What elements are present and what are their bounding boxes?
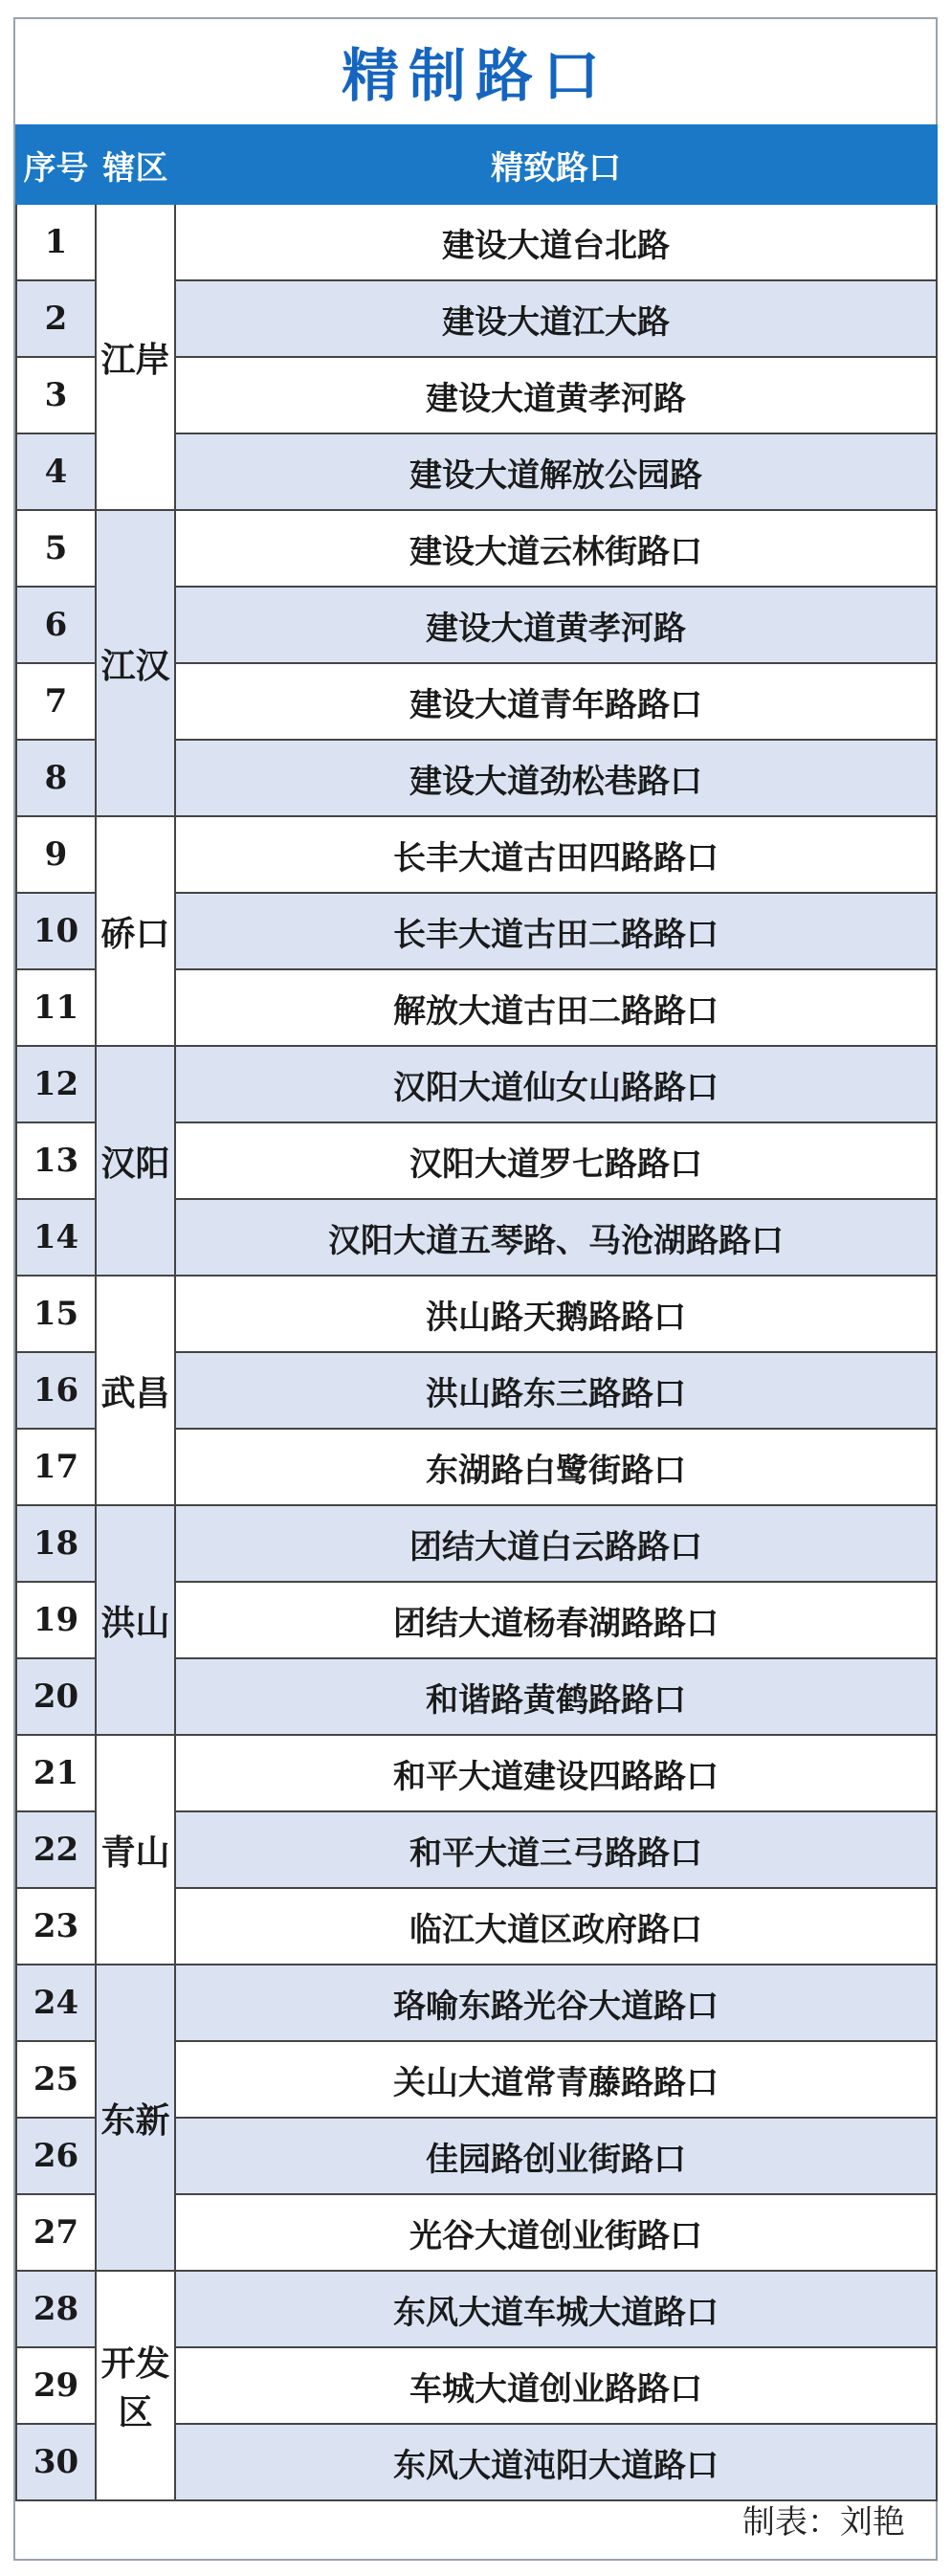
cell-seq: 25 [16, 2041, 96, 2118]
cell-road: 东风大道沌阳大道路口 [175, 2424, 937, 2500]
cell-district: 武昌 [96, 1276, 175, 1505]
cell-road: 解放大道古田二路路口 [175, 969, 937, 1046]
cell-road: 长丰大道古田二路路口 [175, 893, 937, 969]
cell-seq: 15 [16, 1276, 96, 1352]
cell-road: 汉阳大道罗七路路口 [175, 1122, 937, 1199]
cell-road: 和平大道三弓路路口 [175, 1811, 937, 1888]
cell-district: 东新 [96, 1965, 175, 2271]
cell-road: 临江大道区政府路口 [175, 1888, 937, 1965]
cell-road: 关山大道常青藤路路口 [175, 2041, 937, 2118]
cell-road: 汉阳大道五琴路、马沧湖路路口 [175, 1199, 937, 1276]
header-seq: 序号 [16, 125, 96, 204]
cell-road: 建设大道劲松巷路口 [175, 740, 937, 816]
table-header-row [16, 125, 937, 204]
cell-road: 建设大道黄孝河路 [175, 587, 937, 663]
cell-road: 建设大道解放公园路 [175, 433, 937, 510]
cell-district: 江汉 [96, 510, 175, 816]
page-title: 精制路口 [342, 43, 609, 110]
cell-seq: 27 [16, 2194, 96, 2271]
cell-seq: 10 [16, 893, 96, 969]
cell-seq: 14 [16, 1199, 96, 1276]
cell-road: 光谷大道创业街路口 [175, 2194, 937, 2271]
cell-district: 汉阳 [96, 1046, 175, 1276]
footer-credit: 制表：刘艳 [742, 2503, 905, 2542]
intersection-table [15, 124, 938, 2501]
cell-road: 团结大道杨春湖路路口 [175, 1582, 937, 1658]
table-row [16, 1276, 937, 1352]
cell-seq: 1 [16, 204, 96, 280]
cell-seq: 13 [16, 1122, 96, 1199]
cell-road: 建设大道云林街路口 [175, 510, 937, 587]
table-row [16, 2271, 937, 2347]
cell-district: 青山 [96, 1735, 175, 1965]
cell-seq: 16 [16, 1352, 96, 1429]
cell-road: 长丰大道古田四路路口 [175, 816, 937, 893]
cell-seq: 8 [16, 740, 96, 816]
cell-seq: 28 [16, 2271, 96, 2347]
cell-road: 建设大道黄孝河路 [175, 357, 937, 433]
table-row [16, 1735, 937, 1811]
cell-seq: 4 [16, 433, 96, 510]
cell-seq: 12 [16, 1046, 96, 1122]
cell-seq: 9 [16, 816, 96, 893]
cell-road: 和平大道建设四路路口 [175, 1735, 937, 1811]
table-row [16, 510, 937, 587]
cell-seq: 18 [16, 1505, 96, 1582]
cell-district: 洪山 [96, 1505, 175, 1735]
cell-seq: 19 [16, 1582, 96, 1658]
cell-seq: 5 [16, 510, 96, 587]
cell-road: 洪山路天鹅路路口 [175, 1276, 937, 1352]
table-row [16, 204, 937, 280]
header-road: 精致路口 [175, 125, 937, 204]
cell-seq: 20 [16, 1658, 96, 1735]
cell-road: 建设大道江大路 [175, 280, 937, 357]
cell-seq: 3 [16, 357, 96, 433]
cell-road: 建设大道台北路 [175, 204, 937, 280]
table-row [16, 1046, 937, 1122]
cell-road: 东风大道车城大道路口 [175, 2271, 937, 2347]
cell-seq: 7 [16, 663, 96, 740]
cell-seq: 2 [16, 280, 96, 357]
table-row [16, 1505, 937, 1582]
cell-seq: 29 [16, 2347, 96, 2424]
header-district: 辖区 [96, 125, 175, 204]
cell-road: 建设大道青年路路口 [175, 663, 937, 740]
cell-district: 硚口 [96, 816, 175, 1046]
cell-road: 珞喻东路光谷大道路口 [175, 1965, 937, 2041]
cell-road: 汉阳大道仙女山路路口 [175, 1046, 937, 1122]
table-row [16, 1965, 937, 2041]
cell-seq: 22 [16, 1811, 96, 1888]
cell-seq: 6 [16, 587, 96, 663]
cell-seq: 24 [16, 1965, 96, 2041]
cell-seq: 17 [16, 1429, 96, 1505]
cell-seq: 26 [16, 2118, 96, 2194]
cell-road: 车城大道创业路路口 [175, 2347, 937, 2424]
cell-seq: 30 [16, 2424, 96, 2500]
cell-road: 佳园路创业街路口 [175, 2118, 937, 2194]
cell-district: 江岸 [96, 204, 175, 510]
cell-road: 东湖路白鹭街路口 [175, 1429, 937, 1505]
cell-seq: 11 [16, 969, 96, 1046]
cell-road: 团结大道白云路路口 [175, 1505, 937, 1582]
cell-seq: 21 [16, 1735, 96, 1811]
cell-seq: 23 [16, 1888, 96, 1965]
table-row [16, 816, 937, 893]
cell-road: 和谐路黄鹤路路口 [175, 1658, 937, 1735]
cell-road: 洪山路东三路路口 [175, 1352, 937, 1429]
cell-district: 开发区 [96, 2271, 175, 2500]
